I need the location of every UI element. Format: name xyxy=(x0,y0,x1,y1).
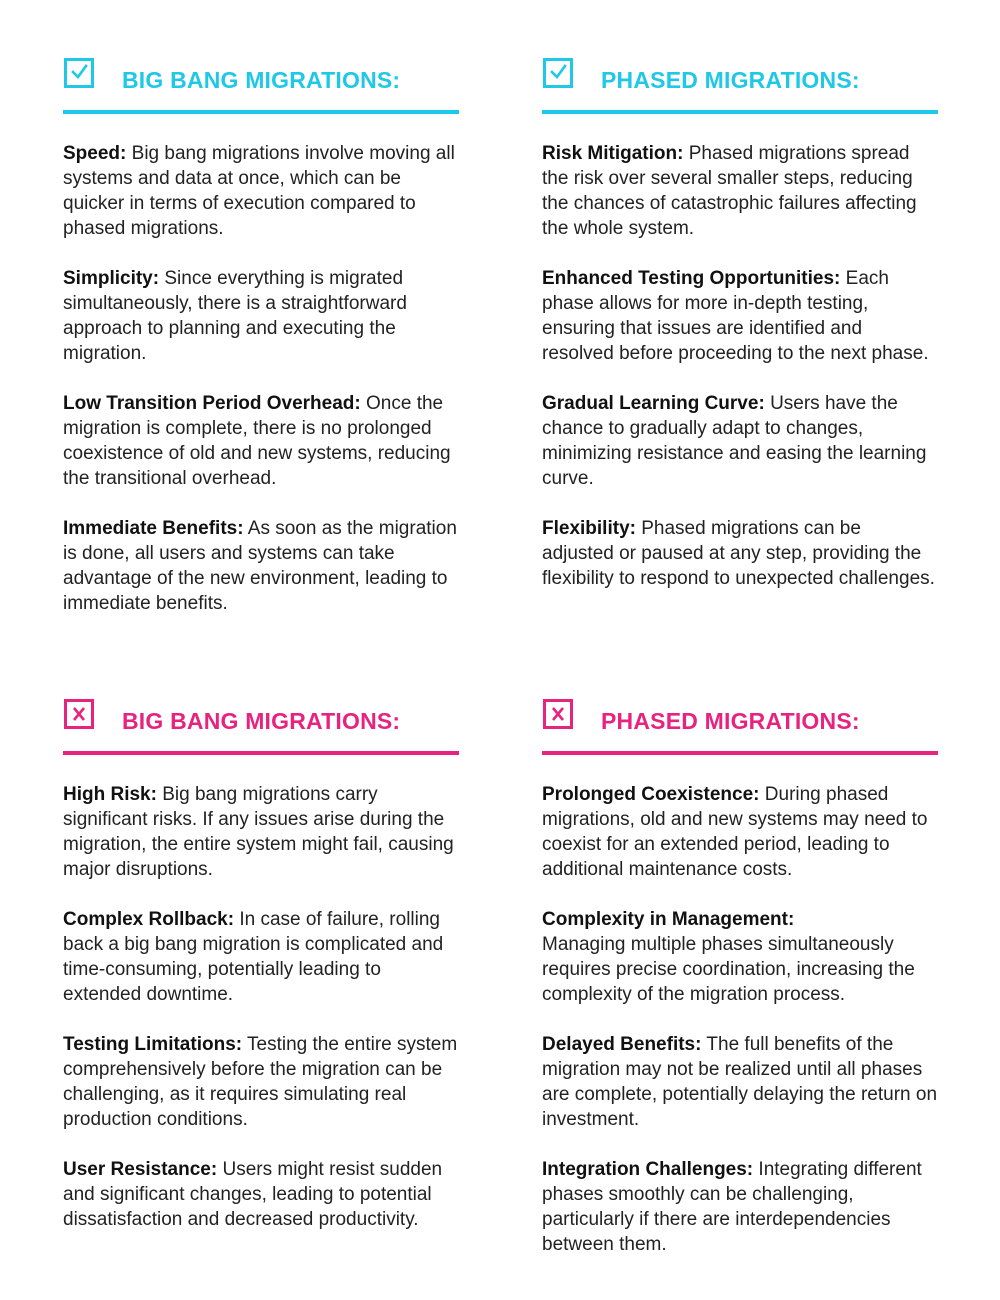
list-item xyxy=(63,782,459,882)
cons-phased-section xyxy=(542,695,938,1282)
item-text: Big bang migrations involve moving all systems and data at once, which can be quicker in terms of execution compared to phased migrations. xyxy=(63,143,455,239)
item-label: Testing Limitations: xyxy=(63,1034,243,1055)
list-item xyxy=(542,1157,938,1257)
check-box-icon xyxy=(543,58,573,88)
list-item xyxy=(63,1157,459,1232)
item-label: User Resistance: xyxy=(63,1159,218,1180)
item-text: Each phase allows for more in-depth testing, ensuring that issues are identified and resolved before proceeding to the next phase. xyxy=(542,268,929,364)
item-text: The full benefits of the migration may not be realized until all phases are complete, potentially delaying the return on investment. xyxy=(542,1034,938,1130)
item-label: Low Transition Period Overhead: xyxy=(63,393,361,414)
item-text: Users have the chance to gradually adapt to changes, minimizing resistance and easing the learning curve. xyxy=(542,393,927,489)
section-header xyxy=(63,54,459,110)
list-item xyxy=(63,266,459,366)
list-item xyxy=(542,266,938,366)
item-text: Testing the entire system comprehensively before the migration can be challenging, as it requires simulating real production conditions. xyxy=(63,1034,458,1130)
item-text: During phased migrations, old and new systems may need to coexist for an extended period, leading to additional maintenance costs. xyxy=(542,784,928,880)
list-item xyxy=(63,516,459,616)
check-box-icon xyxy=(64,58,94,88)
pros-big-bang-section xyxy=(63,54,459,641)
item-label: Flexibility: xyxy=(542,518,636,539)
x-box-icon xyxy=(64,699,94,729)
item-list xyxy=(542,782,938,1257)
item-label: High Risk: xyxy=(63,784,157,805)
item-text: Once the migration is complete, there is no prolonged coexistence of old and new systems, reducing the transitional overhead. xyxy=(63,393,451,489)
section-title: BIG BANG MIGRATIONS: xyxy=(122,67,401,93)
item-text: Phased migrations spread the risk over several smaller steps, reducing the chances of catastrophic failures affecting the whole system. xyxy=(542,143,917,239)
section-header xyxy=(542,695,938,751)
section-divider xyxy=(63,110,459,114)
item-text: Integrating different phases smoothly can be challenging, particularly if there are interdependencies between them. xyxy=(542,1159,922,1255)
x-box-icon xyxy=(543,699,573,729)
section-divider xyxy=(542,751,938,755)
item-text: Managing multiple phases simultaneously requires precise coordination, increasing the complexity of the migration process. xyxy=(542,934,915,1005)
list-item xyxy=(542,516,938,591)
list-item xyxy=(63,907,459,1007)
item-text: Phased migrations can be adjusted or paused at any step, providing the flexibility to respond to unexpected challenges. xyxy=(542,518,935,589)
item-label: Speed: xyxy=(63,143,127,164)
section-title: PHASED MIGRATIONS: xyxy=(601,708,860,734)
list-item xyxy=(542,907,938,1007)
item-label: Integration Challenges: xyxy=(542,1159,754,1180)
item-list xyxy=(63,141,459,616)
list-item xyxy=(542,782,938,882)
section-header xyxy=(63,695,459,751)
cons-big-bang-section xyxy=(63,695,459,1257)
list-item xyxy=(63,391,459,491)
item-text: Since everything is migrated simultaneously, there is a straightforward approach to planning and executing the migration. xyxy=(63,268,407,364)
section-divider xyxy=(63,751,459,755)
item-list xyxy=(63,782,459,1232)
section-title: PHASED MIGRATIONS: xyxy=(601,67,860,93)
item-list xyxy=(542,141,938,591)
list-item xyxy=(542,1032,938,1132)
section-title: BIG BANG MIGRATIONS: xyxy=(122,708,401,734)
pros-phased-section xyxy=(542,54,938,616)
item-text: As soon as the migration is done, all users and systems can take advantage of the new environment, leading to immediate benefits. xyxy=(63,518,457,614)
list-item xyxy=(63,1032,459,1132)
item-text: Big bang migrations carry significant risks. If any issues arise during the migration, the entire system might fail, causing major disruptions. xyxy=(63,784,454,880)
item-text: Users might resist sudden and significant changes, leading to potential dissatisfaction and decreased productivity. xyxy=(63,1159,443,1230)
section-divider xyxy=(542,110,938,114)
item-label: Immediate Benefits: xyxy=(63,518,244,539)
item-label: Delayed Benefits: xyxy=(542,1034,702,1055)
item-label: Gradual Learning Curve: xyxy=(542,393,765,414)
list-item xyxy=(542,391,938,491)
item-label: Simplicity: xyxy=(63,268,160,289)
item-label: Complex Rollback: xyxy=(63,909,235,930)
list-item xyxy=(63,141,459,241)
item-label: Prolonged Coexistence: xyxy=(542,784,760,805)
item-label: Enhanced Testing Opportunities: xyxy=(542,268,841,289)
item-label: Risk Mitigation: xyxy=(542,143,684,164)
section-header xyxy=(542,54,938,110)
item-text: In case of failure, rolling back a big bang migration is complicated and time-consuming, potentially leading to extended downtime. xyxy=(63,909,444,1005)
list-item xyxy=(542,141,938,241)
item-label: Complexity in Management: xyxy=(542,909,795,930)
